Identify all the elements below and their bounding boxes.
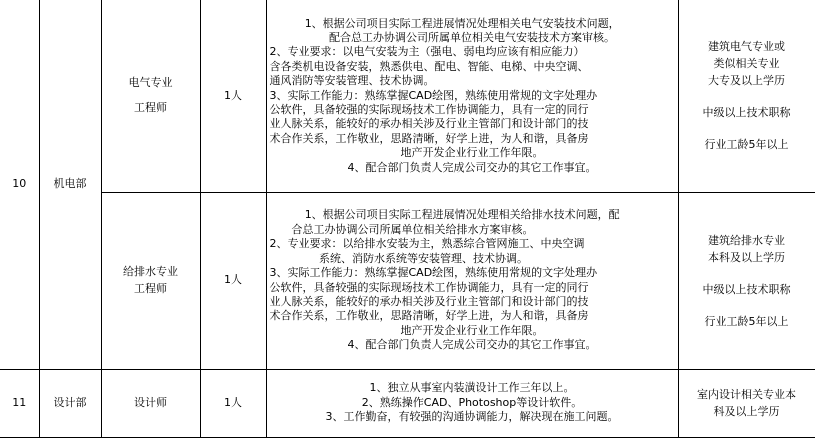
duty-line: 4、配合部门负责人完成公司交办的其它工作事宜。: [347, 160, 597, 174]
headcount: 1人: [224, 395, 242, 409]
duty-line: 配合总工办协调公司所属单位相关电气安装技术方案审核。: [329, 30, 615, 44]
duty-line: 2、熟练操作CAD、Photoshop等设计软件。: [361, 395, 583, 409]
position-title-line: 设计师: [134, 395, 167, 409]
headcount-cell: [200, 0, 266, 192]
requirement-line: 中级以上技术职称: [702, 282, 791, 296]
requirement-line: 行业工龄5年以上: [704, 138, 789, 152]
requirements-cell: [678, 0, 815, 192]
table-row: [0, 192, 815, 369]
requirements-cell: [678, 369, 815, 437]
position-title-cell: [101, 192, 200, 369]
table-row: [0, 0, 815, 192]
department-name: 设计部: [53, 395, 87, 409]
duty-line: 2、专业要求：以给排水安装为主，熟悉综合管网施工、中央空调: [269, 237, 585, 251]
duty-line: 1、根据公司项目实际工程进展情况处理相关给排水技术问题，配: [304, 208, 620, 222]
duty-line: 3、实际工作能力：熟练掌握CAD绘图，熟练使用常规的文字处理办: [269, 88, 598, 102]
duty-line: 1、独立从事室内装潢设计工作三年以上。: [369, 381, 575, 395]
department-cell: [39, 0, 101, 369]
department-cell: [39, 369, 101, 437]
requirement-line: 室内设计相关专业本: [697, 388, 796, 401]
duty-line: 3、实际工作能力：熟练掌握CAD绘图，熟练使用常规的文字处理办: [269, 266, 598, 280]
duty-line: 公软件，具备较强的实际现场技术工作协调能力，具有一定的同行: [269, 280, 589, 294]
duty-line: 系统、消防水系统等安装管理、技术协调。: [319, 251, 528, 265]
duty-line: 术合作关系，工作敬业，思路清晰，好学上进，为人和谐，具备房: [269, 131, 589, 145]
position-title-cell: [101, 0, 200, 192]
duty-line: 公软件，具备较强的实际现场技术工作协调能力，具有一定的同行: [269, 102, 589, 116]
duty-line: 1、根据公司项目实际工程进展情况处理相关电气安装技术问题，: [304, 16, 620, 30]
duty-line: 2、专业要求：以电气安装为主（强电、弱电均应该有相应能力）: [269, 45, 585, 59]
requirement-line: 中级以上技术职称: [702, 106, 791, 120]
position-title-line: 工程师: [134, 281, 167, 295]
headcount: 1人: [224, 88, 242, 102]
seq-cell: [0, 369, 39, 437]
headcount-cell: [200, 192, 266, 369]
requirement-line: 大专及以上学历: [708, 74, 785, 88]
headcount: 1人: [224, 273, 242, 287]
position-title-line: 工程师: [134, 100, 167, 114]
requirement-line: 建筑给排水专业: [708, 233, 785, 247]
requirement-line: 本科及以上学历: [708, 250, 785, 264]
duty-line: 业人脉关系，能较好的承办相关涉及行业主管部门和设计部门的技: [269, 294, 589, 308]
position-title-cell: [101, 369, 200, 437]
duty-line: 地产开发企业行业工作年限。: [400, 323, 544, 337]
duty-line: 地产开发企业行业工作年限。: [400, 146, 544, 160]
requirement-line: 科及以上学历: [713, 405, 780, 418]
table-row: [0, 369, 815, 437]
requirement-line: 行业工龄5年以上: [704, 314, 789, 328]
duty-line: 通风消防等安装管理、技术协调。: [269, 74, 435, 88]
duties-cell: [266, 0, 678, 192]
duty-line: 4、配合部门负责人完成公司交办的其它工作事宜。: [347, 338, 597, 352]
seq-number: 10: [12, 177, 27, 191]
duties-cell: [266, 192, 678, 369]
seq-cell: [0, 0, 39, 369]
duty-line: 3、工作勤奋，有较强的沟通协调能力，解决现在施工问题。: [325, 410, 619, 424]
seq-number: 11: [12, 395, 27, 409]
duty-line: 术合作关系，工作敬业，思路清晰，好学上进，为人和谐，具备房: [269, 309, 589, 323]
duty-line: 含各类机电设备安装，熟悉供电、配电、智能、电梯、中央空调、: [269, 59, 589, 73]
duties-cell: [266, 369, 678, 437]
position-title-line: 给排水专业: [123, 265, 178, 279]
duty-line: 合总工办协调公司所属单位相关给排水方案审核。: [291, 222, 534, 236]
requirement-line: 类似相关专业: [713, 57, 780, 71]
duty-line: 业人脉关系，能较好的承办相关涉及行业主管部门和设计部门的技: [269, 117, 589, 131]
position-title-line: 电气专业: [128, 76, 173, 90]
requirements-cell: [678, 192, 815, 369]
department-name: 机电部: [53, 177, 87, 191]
requirement-line: 建筑电气专业或: [708, 40, 785, 54]
headcount-cell: [200, 369, 266, 437]
